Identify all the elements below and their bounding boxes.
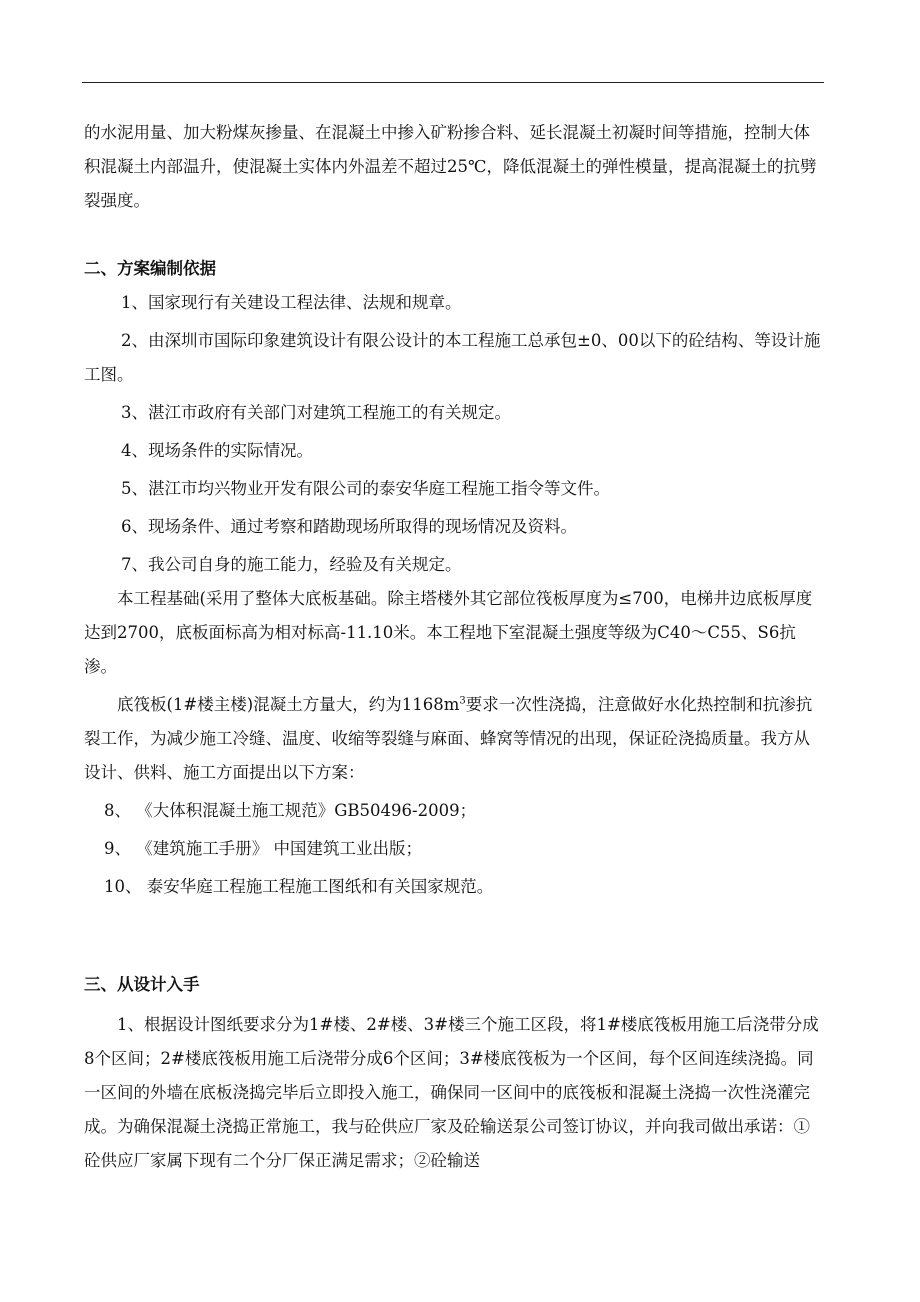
basis-item: 1、国家现行有关建设工程法律、法规和规章。 — [121, 293, 462, 312]
intro-paragraph — [84, 116, 826, 218]
volume-superscript: 3 — [459, 695, 466, 707]
basis-item: 4、现场条件的实际情况。 — [121, 441, 313, 460]
section-2-heading: 二、方案编制依据 — [84, 259, 216, 278]
section-3 — [84, 968, 826, 1178]
section-2 — [84, 252, 826, 908]
volume-text-a: 底筏板(1#楼主楼)混凝土方量大，约为1168m — [117, 695, 460, 714]
volume-text-b: 要求一次性浇捣，注意做好水化热控制和抗渗抗裂工作，为减少施工冷缝、温度、收缩等裂缝与麻面、蜂窝等情况的出现，保证砼浇捣质量。我方从设计、供料、施工方面提出以下方案： — [84, 695, 813, 782]
header-rule — [82, 82, 824, 83]
design-paragraph: 1、根据设计图纸要求分为1#楼、2#楼、3#楼三个施工区段，将1#楼底筏板用施工后浇带分成8个区间；2#楼底筏板用施工后浇带分成6个区间；3#楼底筏板为一个区间，每个区间连续浇捣。同一区间的外墙在底板浇捣完毕后立即投入施工，确保同一区间中的底筏板和混凝土浇捣一次性浇灌完成。为确保混凝土浇捣正常施工，我与砼供应厂家及砼输送泵公司签订协议，并向我司做出承诺：①砼供应厂家属下现有二个分厂保正满足需求；②砼输送 — [84, 1015, 819, 1170]
basis-item: 2、由深圳市国际印象建筑设计有限公设计的本工程施工总承包±0、00以下的砼结构、等设计施工图。 — [84, 331, 821, 384]
foundation-paragraph: 本工程基础(采用了整体大底板基础。除主塔楼外其它部位筏板厚度为≤700，电梯井边底板厚度达到2700，底板面标高为相对标高-11.10米。本工程地下室混凝土强度等级为C40～C55、S6抗渗。 — [84, 589, 813, 676]
reference-item: 10、 泰安华庭工程施工程施工图纸和有关国家规范。 — [104, 877, 494, 896]
basis-item: 5、湛江市均兴物业开发有限公司的泰安华庭工程施工指令等文件。 — [121, 479, 610, 498]
section-3-heading: 三、从设计入手 — [84, 975, 200, 994]
reference-item: 9、 《建筑施工手册》 中国建筑工业出版； — [104, 839, 422, 858]
basis-item: 7、我公司自身的施工能力，经验及有关规定。 — [121, 555, 462, 574]
basis-item: 3、湛江市政府有关部门对建筑工程施工的有关规定。 — [121, 403, 511, 422]
reference-item: 8、 《大体积混凝土施工规范》GB50496-2009； — [104, 801, 477, 820]
basis-item: 6、现场条件、通过考察和踏勘现场所取得的现场情况及资料。 — [121, 517, 577, 536]
concrete-volume-paragraph — [84, 688, 826, 790]
paragraph-continuation: 的水泥用量、加大粉煤灰掺量、在混凝土中掺入矿粉掺合料、延长混凝土初凝时间等措施，控制大体积混凝土内部温升，使混凝土实体内外温差不超过25℃，降低混凝土的弹性模量，提高混凝土的抗劈裂强度。 — [84, 123, 817, 210]
